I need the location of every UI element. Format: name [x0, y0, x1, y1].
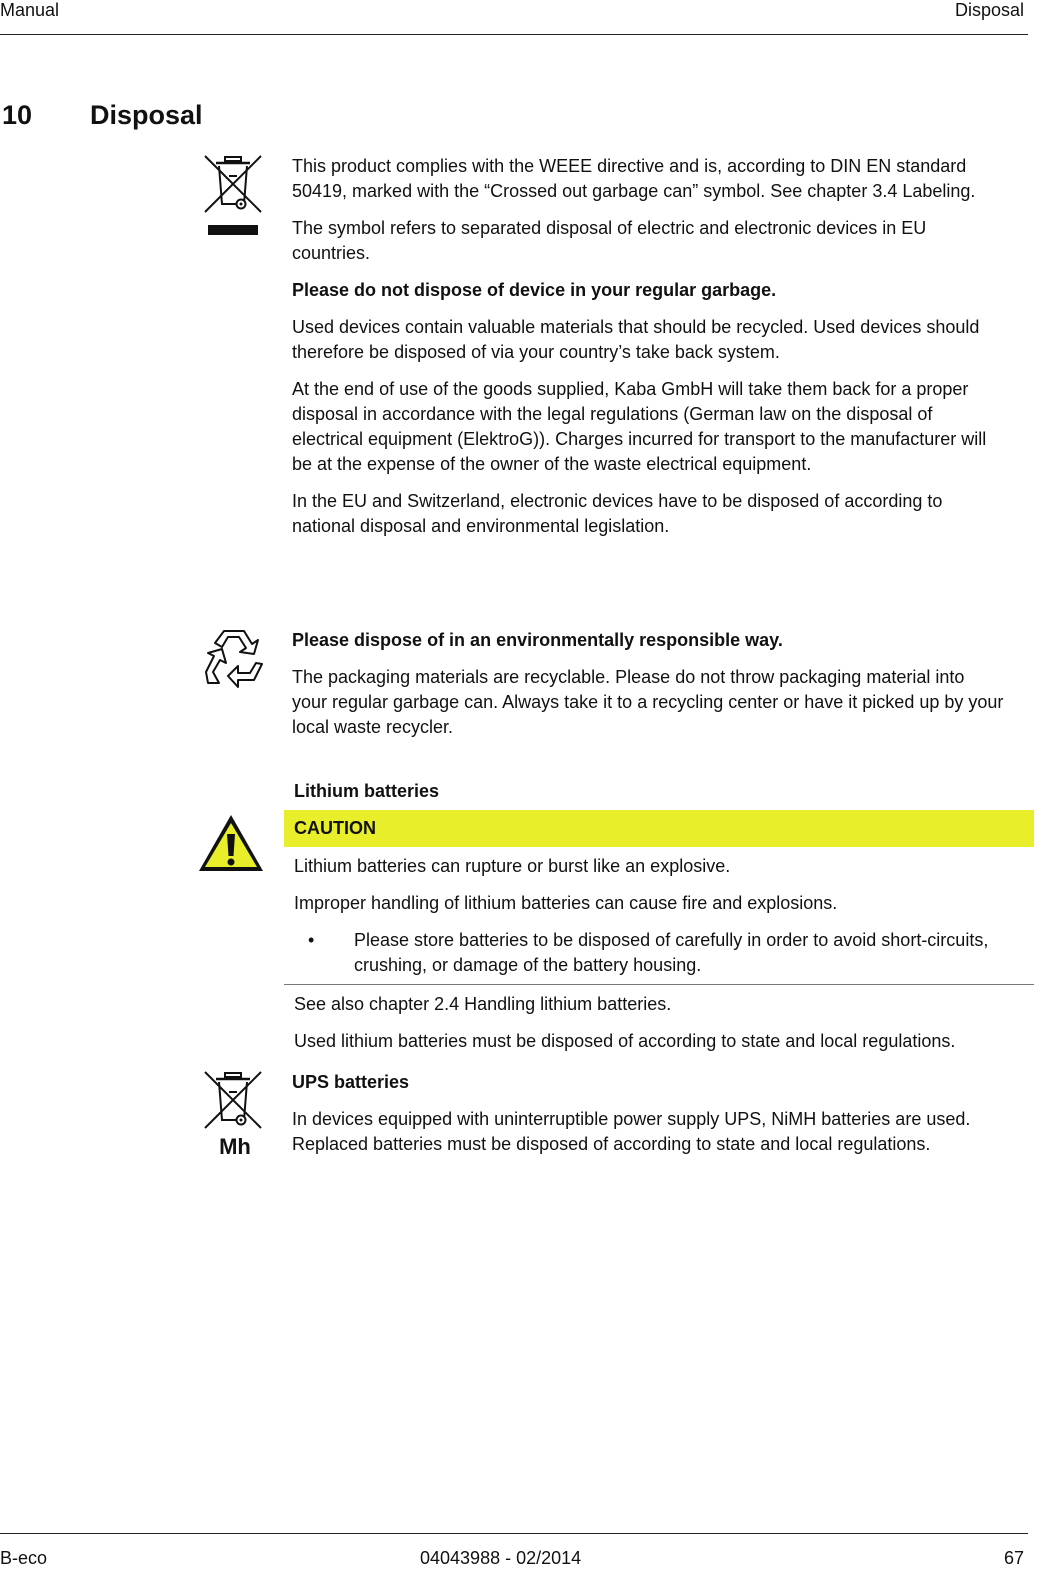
footer-left: B-eco: [0, 1548, 48, 1568]
header-left: Manual: [0, 0, 60, 20]
crossed-out-battery-bin-icon: [203, 1070, 263, 1158]
footer-page-number: 67: [1003, 1548, 1024, 1568]
lithium-after-text: [294, 992, 1024, 1066]
warning-triangle-icon: [196, 812, 266, 874]
caution-bar: CAUTION: [284, 810, 1034, 847]
section-title: [2, 100, 203, 131]
page-footer: [0, 1533, 1028, 1574]
caution-divider: [284, 984, 1034, 985]
weee-paragraph-1: This product complies with the WEEE directive and is, according to DIN EN standard 50419, marked with the “Crossed out garbage can” symbol. See chapter 3.4 Labeling.: [292, 156, 976, 201]
section-title-text: Disposal: [90, 100, 203, 130]
recycling-text: [292, 628, 1004, 752]
bullet-dot: •: [308, 930, 315, 950]
ups-heading: UPS batteries: [292, 1072, 410, 1092]
recycling-icon: [202, 628, 268, 690]
lithium-regulation: Used lithium batteries must be disposed of according to state and local regulations.: [294, 1031, 956, 1051]
caution-body: [294, 854, 1024, 990]
weee-paragraph-2: The symbol refers to separated disposal of electric and electronic devices in EU countries.: [292, 218, 927, 263]
caution-line-1: Lithium batteries can rupture or burst like an explosive.: [294, 856, 731, 876]
lithium-heading: Lithium batteries: [294, 781, 440, 801]
caution-line-2: Improper handling of lithium batteries can cause fire and explosions.: [294, 893, 838, 913]
ups-text: [292, 1070, 1004, 1169]
caution-bullet-text: Please store batteries to be disposed of carefully in order to avoid short-circuits, crushing, or damage of the battery housing.: [354, 930, 989, 975]
crossed-out-garbage-can-icon: [203, 154, 263, 238]
recycling-paragraph: The packaging materials are recyclable. Please do not throw packaging material into your regular garbage can. Always take it to a recycling center or have it picked up by your local waste recycler.: [292, 667, 1004, 737]
weee-paragraph-5: At the end of use of the goods supplied, Kaba GmbH will take them back for a proper disposal in accordance with the legal regulations (German law on the disposal of electrical equipment (ElektroG)). Charges incurred for transport to the manufacturer will be at the expense of the owner of the waste electrical equipment.: [292, 379, 987, 474]
ups-paragraph: In devices equipped with uninterruptible power supply UPS, NiMH batteries are used. Replaced batteries must be disposed of according to state and local regulations.: [292, 1109, 971, 1154]
section-number: 10: [2, 100, 33, 130]
recycling-heading: Please dispose of in an environmentally responsible way.: [292, 630, 783, 650]
page-header: [0, 0, 1028, 35]
header-right: Disposal: [954, 0, 1024, 20]
caution-bullet: [294, 928, 1024, 978]
weee-paragraph-4: Used devices contain valuable materials that should be recycled. Used devices should therefore be disposed of via your country’s take back system.: [292, 317, 980, 362]
lithium-see-also: See also chapter 2.4 Handling lithium batteries.: [294, 994, 672, 1014]
footer-center: 04043988 - 02/2014: [420, 1548, 582, 1568]
weee-paragraph-6: In the EU and Switzerland, electronic devices have to be disposed of according to national disposal and environmental legislation.: [292, 491, 943, 536]
ups-icon-label: Mh: [219, 1134, 251, 1158]
weee-text: [292, 154, 1004, 551]
weee-warning: Please do not dispose of device in your regular garbage.: [292, 280, 777, 300]
